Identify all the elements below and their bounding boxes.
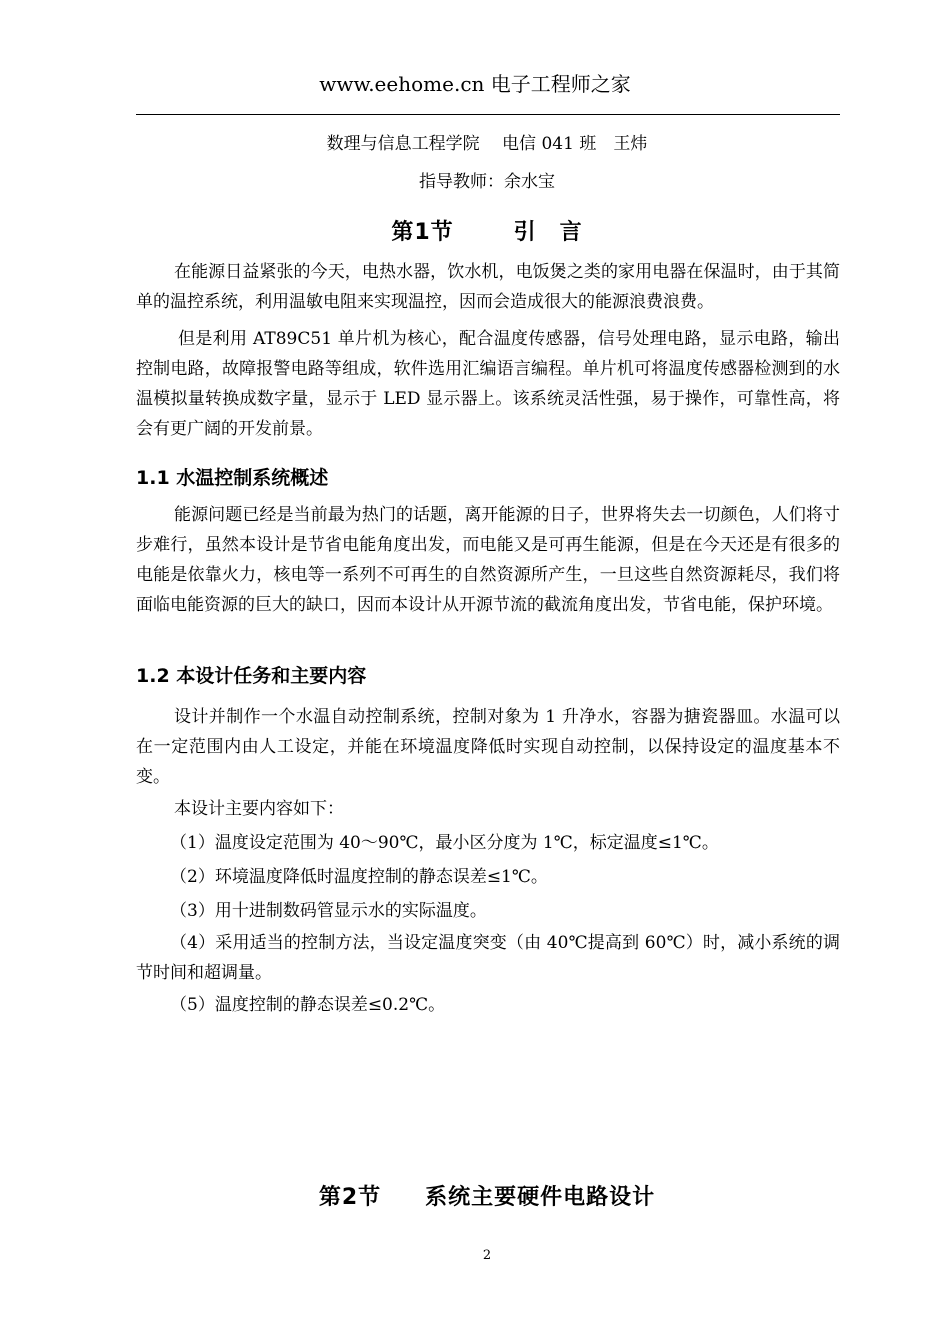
author-line: 数理与信息工程学院 电信 041 班 王炜 <box>326 134 648 154</box>
advisor-line: 指导教师：余水宝 <box>419 172 555 192</box>
subsection-1-2-paragraph: 设计并制作一个水温自动控制系统，控制对象为 1 升净水，容器为搪瓷器皿。水温可以在一定范围内由人工设定，并能在环境温度降低时实现自动控制，以保持设定的温度基本不变。 <box>136 707 840 787</box>
contents-intro: 本设计主要内容如下： <box>174 799 344 819</box>
section-1-title: 引 言 <box>513 220 583 245</box>
section-1-number: 第1节 <box>391 220 454 245</box>
list-item: （2）环境温度降低时温度控制的静态误差≤1℃。 <box>170 867 548 887</box>
list-item: （3）用十进制数码管显示水的实际温度。 <box>170 901 487 921</box>
subsection-1-1-heading: 1.1 水温控制系统概述 <box>136 467 329 489</box>
intro-paragraph-2: 但是利用 AT89C51 单片机为核心，配合温度传感器，信号处理电路，显示电路，输出控制电路，故障报警电路等组成，软件选用汇编语言编程。单片机可将温度传感器检测到的水温模拟量转换成数字量，显示于 LED 显示器上。该系统灵活性强，易于操作，可靠性高，将会有更广阔的开发前景。 <box>136 329 840 439</box>
list-item: （4）采用适当的控制方法，当设定温度突变（由 40℃提高到 60℃）时，减小系统的调节时间和超调量。 <box>136 933 840 983</box>
section-2-number: 第2节 <box>318 1185 382 1210</box>
page-header: www.eehome.cn 电子工程师之家 <box>319 72 631 96</box>
header-rule <box>136 114 840 115</box>
section-2-title: 系统主要硬件电路设计 <box>425 1185 656 1210</box>
list-item: （1）温度设定范围为 40～90℃，最小区分度为 1℃，标定温度≤1℃。 <box>170 833 719 853</box>
subsection-1-1-paragraph: 能源问题已经是当前最为热门的话题，离开能源的日子，世界将失去一切颜色，人们将寸步难行，虽然本设计是节省电能角度出发，而电能又是可再生能源，但是在今天还是有很多的电能是依靠火力，核电等一系列不可再生的自然资源所产生，一旦这些自然资源耗尽，我们将面临电能资源的巨大的缺口，因而本设计从开源节流的截流角度出发，节省电能，保护环境。 <box>136 505 840 615</box>
section-1-heading <box>0 215 950 246</box>
page-number: 2 <box>482 1248 492 1263</box>
section-2-heading <box>0 1180 950 1211</box>
intro-paragraph-1: 在能源日益紧张的今天，电热水器，饮水机，电饭煲之类的家用电器在保温时，由于其简单的温控系统，利用温敏电阻来实现温控，因而会造成很大的能源浪费浪费。 <box>136 262 840 312</box>
list-item: （5）温度控制的静态误差≤0.2℃。 <box>170 995 446 1015</box>
subsection-1-2-heading: 1.2 本设计任务和主要内容 <box>136 665 367 687</box>
